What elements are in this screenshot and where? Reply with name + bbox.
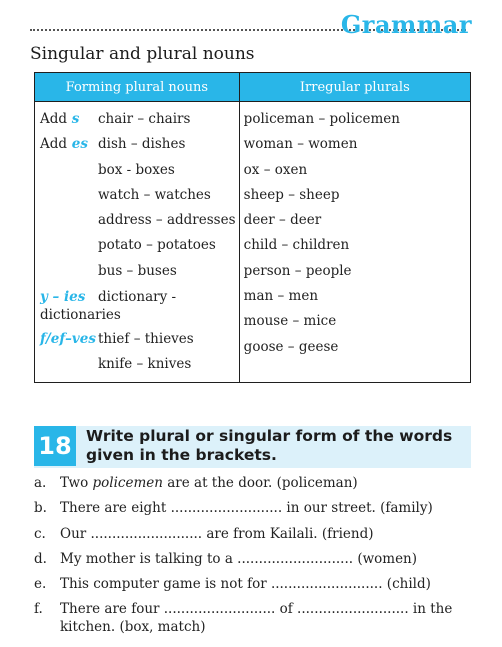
question-item [34, 474, 474, 499]
list-item: sheep – sheep [243, 186, 340, 203]
exercise-number-badge: 18 [34, 426, 76, 466]
question-text: There are eight .......................... in our street. (family) [60, 500, 433, 517]
question-item [34, 575, 474, 600]
question-text: There are four .......................... of .......................... in the kitchen. (box, match) [60, 601, 453, 636]
page-header-title: Grammar [340, 10, 472, 39]
question-letter: c. [34, 525, 46, 542]
list-item: mouse – mice [243, 313, 337, 330]
question-text: Our .......................... are from Kailali. (friend) [60, 525, 374, 542]
example-answer: policemen [92, 475, 163, 491]
question-letter: a. [34, 475, 47, 491]
plural-nouns-table [34, 72, 471, 383]
list-item: watch – watches [98, 186, 211, 203]
exercise-instruction: Write plural or singular form of the words given in the brackets. [86, 427, 453, 464]
list-item: knife – knives [98, 356, 192, 373]
table-header-forming: Forming plural nouns [35, 73, 240, 102]
list-item: policeman – policemen [243, 111, 400, 127]
list-item: Add s chair – chairs [40, 111, 191, 127]
table-header-irregular: Irregular plurals [239, 73, 470, 102]
exercise-header [34, 426, 471, 468]
list-item: potato – potatoes [98, 237, 216, 254]
list-item: man – men [243, 288, 319, 305]
question-text: This computer game is not for .......................... (child) [60, 576, 431, 593]
list-item: bus – buses [98, 262, 177, 279]
list-item: Add es dish – dishes [40, 136, 186, 153]
list-item: person – people [243, 262, 352, 279]
question-letter: f. [34, 601, 43, 618]
exercise-questions [34, 474, 474, 640]
question-item [34, 600, 474, 640]
list-item: y – ies dictionary - dictionaries [40, 289, 177, 324]
section-title: Singular and plural nouns [30, 44, 255, 64]
list-item: ox – oxen [243, 161, 308, 178]
list-item: woman – women [243, 136, 358, 153]
list-item: address – addresses [98, 212, 236, 229]
question-text: Two policemen are at the door. (policeman) [60, 475, 358, 491]
question-letter: b. [34, 500, 47, 517]
irregular-plurals-column [239, 102, 470, 383]
question-item [34, 550, 474, 575]
question-item [34, 499, 474, 524]
question-text: My mother is talking to a ........................... (women) [60, 550, 418, 567]
list-item: deer – deer [243, 212, 322, 229]
question-letter: d. [34, 550, 47, 567]
list-item: box - boxes [98, 161, 175, 178]
forming-plurals-column [35, 102, 240, 383]
list-item: f/ef–ves thief – thieves [40, 331, 194, 348]
list-item: child – children [243, 237, 350, 254]
question-letter: e. [34, 576, 47, 593]
list-item: goose – geese [243, 338, 339, 355]
question-item [34, 525, 474, 550]
